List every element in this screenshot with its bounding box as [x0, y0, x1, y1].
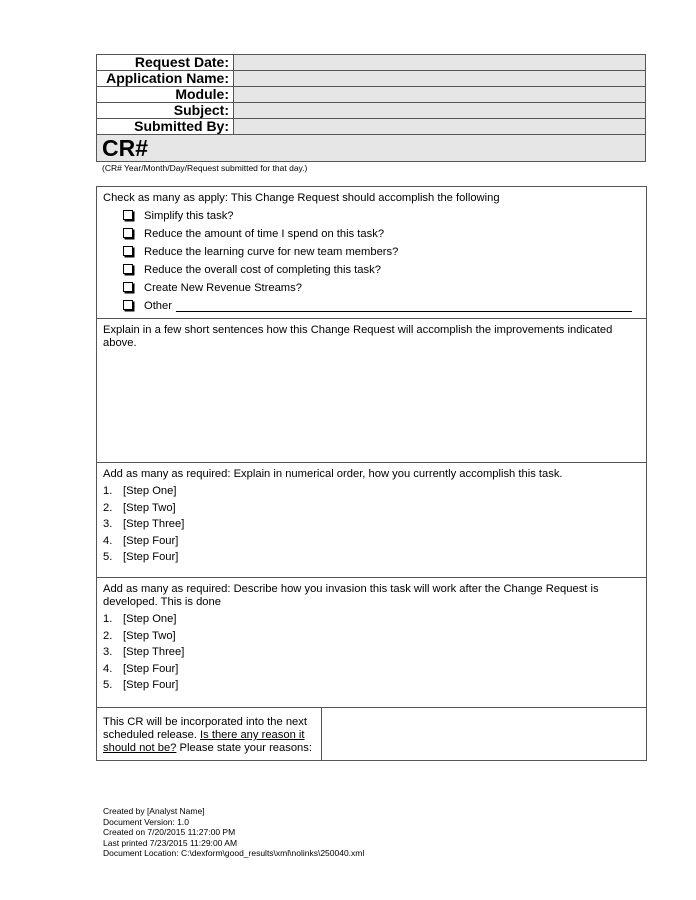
explanation-section[interactable]: [97, 318, 646, 462]
footer-created-on: Created on 7/20/2015 11:27:00 PM: [103, 827, 236, 837]
list-item[interactable]: [103, 483, 640, 500]
application-name-field[interactable]: [234, 71, 646, 87]
footer-created-by: Created by [Analyst Name]: [103, 806, 205, 816]
option-reduce-time[interactable]: [123, 225, 640, 243]
application-name-label: Application Name:: [97, 71, 234, 87]
goals-intro: Check as many as apply: This Change Request should accomplish the following: [103, 192, 500, 204]
step-number: 3.: [103, 518, 113, 531]
checkbox-icon[interactable]: [123, 210, 133, 220]
step-number: 5.: [103, 679, 113, 692]
subject-label: Subject:: [97, 103, 234, 119]
release-text-c: Please state your reasons:: [176, 742, 312, 754]
list-item[interactable]: [103, 611, 640, 628]
other-input-line[interactable]: [176, 300, 632, 312]
release-reasons-field[interactable]: [322, 708, 646, 760]
list-item[interactable]: [103, 661, 640, 678]
footer-version: Document Version: 1.0: [103, 816, 189, 827]
option-revenue-streams[interactable]: [123, 279, 640, 297]
option-label: Simplify this task?: [144, 210, 234, 222]
option-label: Other: [144, 300, 172, 312]
list-item[interactable]: [103, 500, 640, 517]
release-text-b: Is there any reason it should not be?: [103, 729, 305, 754]
request-date-field[interactable]: [234, 55, 646, 71]
option-label: Reduce the learning curve for new team members?: [144, 246, 399, 258]
future-steps-section: [97, 577, 646, 707]
step-number: 4.: [103, 534, 113, 547]
release-section: [97, 707, 646, 760]
cr-number-field[interactable]: CR#: [97, 135, 646, 162]
future-steps-intro: Add as many as required: Describe how you invasion this task will work after the Change Request is developed. This is done: [103, 583, 599, 608]
goals-section: [97, 187, 646, 318]
step-text: [Step One]: [123, 613, 177, 626]
cr-format-note: (CR# Year/Month/Day/Request submitted for that day.): [102, 163, 308, 173]
header-row: [97, 119, 646, 135]
checkbox-icon[interactable]: [123, 246, 133, 256]
submitted-by-label: Submitted By:: [97, 119, 234, 135]
checkbox-icon[interactable]: [123, 228, 133, 238]
option-reduce-learning-curve[interactable]: [123, 243, 640, 261]
step-number: 4.: [103, 662, 113, 675]
step-number: 2.: [103, 629, 113, 642]
step-number: 1.: [103, 613, 113, 626]
submitted-by-field[interactable]: [234, 119, 646, 135]
module-label: Module:: [97, 87, 234, 103]
module-field[interactable]: [234, 87, 646, 103]
footer-last-printed: Last printed 7/23/2015 11:29:00 AM: [103, 837, 238, 848]
cr-row: [97, 135, 646, 162]
option-reduce-cost[interactable]: [123, 261, 640, 279]
step-text: [Step Four]: [123, 679, 179, 692]
option-label: Reduce the amount of time I spend on this task?: [144, 228, 385, 240]
list-item[interactable]: [103, 628, 640, 645]
checkbox-icon[interactable]: [123, 264, 133, 274]
list-item[interactable]: [103, 549, 640, 566]
list-item[interactable]: [103, 644, 640, 661]
step-number: 1.: [103, 485, 113, 498]
document-footer: [103, 806, 364, 859]
checkbox-icon[interactable]: [123, 282, 133, 292]
option-simplify[interactable]: [123, 207, 640, 225]
header-row: [97, 103, 646, 119]
step-text: [Step One]: [123, 485, 177, 498]
option-label: Create New Revenue Streams?: [144, 282, 302, 294]
subject-field[interactable]: [234, 103, 646, 119]
step-text: [Step Four]: [123, 551, 179, 564]
step-text: [Step Three]: [123, 646, 185, 659]
current-steps-section: [97, 462, 646, 577]
option-other[interactable]: [123, 297, 640, 315]
step-number: 2.: [103, 501, 113, 514]
option-label: Reduce the overall cost of completing this task?: [144, 264, 381, 276]
checkbox-icon[interactable]: [123, 300, 133, 310]
step-number: 5.: [103, 551, 113, 564]
current-steps-intro: Add as many as required: Explain in numerical order, how you currently accomplish this task.: [103, 468, 563, 480]
list-item[interactable]: [103, 533, 640, 550]
explanation-intro: Explain in a few short sentences how this Change Request will accomplish the improvements indicated above.: [103, 324, 613, 349]
request-date-label: Request Date:: [97, 55, 234, 71]
change-request-form: [96, 186, 647, 761]
list-item[interactable]: [103, 677, 640, 694]
step-text: [Step Four]: [123, 662, 179, 675]
step-text: [Step Three]: [123, 518, 185, 531]
header-row: [97, 55, 646, 71]
list-item[interactable]: [103, 516, 640, 533]
footer-location: Document Location: C:\dexform\good_results\xml\nolinks\250040.xml: [103, 848, 365, 858]
release-question: [97, 708, 322, 760]
header-row: [97, 71, 646, 87]
step-text: [Step Two]: [123, 629, 176, 642]
header-row: [97, 87, 646, 103]
release-text-a: This CR will be incorporated into the next scheduled release.: [103, 716, 307, 741]
step-text: [Step Two]: [123, 501, 176, 514]
request-header-table: [96, 54, 646, 162]
step-text: [Step Four]: [123, 534, 179, 547]
step-number: 3.: [103, 646, 113, 659]
